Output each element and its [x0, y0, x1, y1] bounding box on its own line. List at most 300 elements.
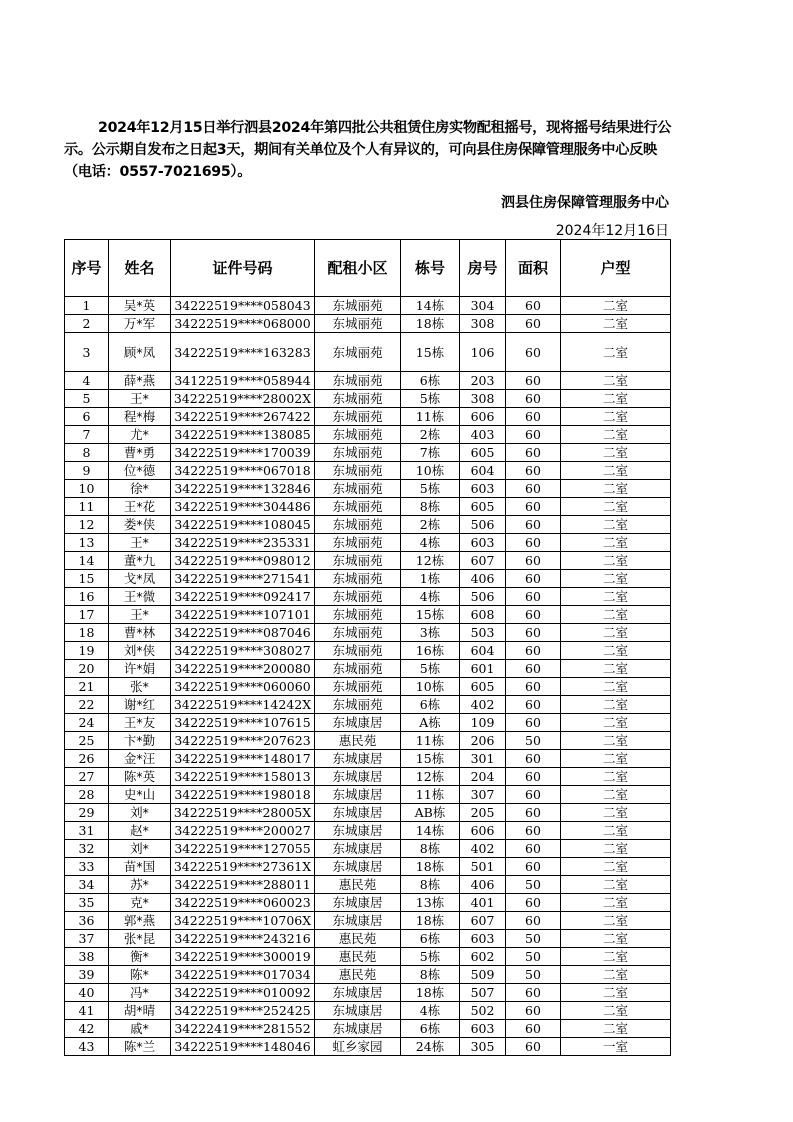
header-id-number: 证件号码: [171, 240, 315, 297]
cell-id-number: 34222519****267422: [171, 408, 315, 426]
cell-community: 东城丽苑: [315, 297, 401, 315]
header-index: 序号: [65, 240, 109, 297]
cell-building: 15栋: [401, 333, 460, 372]
cell-layout: 二室: [561, 966, 671, 984]
cell-layout: 二室: [561, 297, 671, 315]
cell-room: 605: [460, 678, 506, 696]
table-row: [65, 804, 671, 822]
cell-id-number: 34222519****127055: [171, 840, 315, 858]
cell-name: 刘*: [109, 840, 171, 858]
cell-community: 东城丽苑: [315, 660, 401, 678]
cell-id-number: 34222519****067018: [171, 462, 315, 480]
cell-area: 60: [506, 333, 561, 372]
cell-layout: 二室: [561, 552, 671, 570]
cell-layout: 二室: [561, 516, 671, 534]
cell-index: 3: [65, 333, 109, 372]
cell-area: 60: [506, 984, 561, 1002]
table-row: [65, 876, 671, 894]
cell-id-number: 34222519****200080: [171, 660, 315, 678]
cell-area: 60: [506, 678, 561, 696]
cell-index: 37: [65, 930, 109, 948]
cell-layout: 二室: [561, 804, 671, 822]
cell-id-number: 34222519****138085: [171, 426, 315, 444]
table-row: [65, 372, 671, 390]
cell-room: 304: [460, 297, 506, 315]
cell-area: 60: [506, 552, 561, 570]
cell-area: 50: [506, 930, 561, 948]
cell-name: 戈*凤: [109, 570, 171, 588]
table-row: [65, 678, 671, 696]
cell-id-number: 34222519****060060: [171, 678, 315, 696]
cell-id-number: 34222519****017034: [171, 966, 315, 984]
cell-name: 戚*: [109, 1020, 171, 1038]
cell-index: 4: [65, 372, 109, 390]
cell-area: 60: [506, 516, 561, 534]
cell-room: 308: [460, 390, 506, 408]
cell-name: 张*昆: [109, 930, 171, 948]
cell-index: 34: [65, 876, 109, 894]
cell-id-number: 34222519****108045: [171, 516, 315, 534]
cell-name: 王*: [109, 390, 171, 408]
cell-name: 卞*勤: [109, 732, 171, 750]
cell-name: 许*娟: [109, 660, 171, 678]
cell-room: 308: [460, 315, 506, 333]
cell-id-number: 34122519****058944: [171, 372, 315, 390]
cell-community: 惠民苑: [315, 966, 401, 984]
cell-layout: 二室: [561, 372, 671, 390]
cell-name: 王*花: [109, 498, 171, 516]
cell-index: 7: [65, 426, 109, 444]
cell-layout: 二室: [561, 390, 671, 408]
header-community: 配租小区: [315, 240, 401, 297]
cell-id-number: 34222519****107101: [171, 606, 315, 624]
cell-index: 39: [65, 966, 109, 984]
table-row: [65, 462, 671, 480]
cell-room: 506: [460, 516, 506, 534]
cell-index: 43: [65, 1038, 109, 1056]
cell-index: 5: [65, 390, 109, 408]
table-row: [65, 1020, 671, 1038]
cell-community: 东城康居: [315, 858, 401, 876]
cell-community: 东城丽苑: [315, 678, 401, 696]
cell-layout: 二室: [561, 498, 671, 516]
cell-id-number: 34222519****235331: [171, 534, 315, 552]
cell-building: 15栋: [401, 606, 460, 624]
cell-area: 60: [506, 624, 561, 642]
cell-community: 东城丽苑: [315, 498, 401, 516]
cell-index: 33: [65, 858, 109, 876]
cell-name: 史*山: [109, 786, 171, 804]
table-row: [65, 480, 671, 498]
cell-id-number: 34222519****068000: [171, 315, 315, 333]
table-row: [65, 930, 671, 948]
cell-id-number: 34222519****288011: [171, 876, 315, 894]
cell-name: 张*: [109, 678, 171, 696]
cell-building: 24栋: [401, 1038, 460, 1056]
table-body: [65, 297, 671, 1056]
cell-building: 13栋: [401, 894, 460, 912]
cell-building: 2栋: [401, 426, 460, 444]
cell-id-number: 34222519****308027: [171, 642, 315, 660]
cell-building: 8栋: [401, 966, 460, 984]
cell-room: 601: [460, 660, 506, 678]
cell-community: 东城丽苑: [315, 426, 401, 444]
cell-index: 9: [65, 462, 109, 480]
cell-community: 惠民苑: [315, 930, 401, 948]
cell-community: 虹乡家园: [315, 1038, 401, 1056]
cell-room: 604: [460, 642, 506, 660]
cell-room: 402: [460, 696, 506, 714]
cell-room: 307: [460, 786, 506, 804]
cell-building: 14栋: [401, 822, 460, 840]
cell-id-number: 34222419****281552: [171, 1020, 315, 1038]
cell-index: 35: [65, 894, 109, 912]
cell-building: 16栋: [401, 642, 460, 660]
cell-area: 60: [506, 858, 561, 876]
cell-room: 509: [460, 966, 506, 984]
cell-id-number: 34222519****271541: [171, 570, 315, 588]
cell-layout: 二室: [561, 786, 671, 804]
cell-building: 8栋: [401, 498, 460, 516]
cell-index: 22: [65, 696, 109, 714]
cell-building: 18栋: [401, 984, 460, 1002]
cell-area: 60: [506, 426, 561, 444]
cell-index: 11: [65, 498, 109, 516]
cell-area: 60: [506, 642, 561, 660]
cell-building: A栋: [401, 714, 460, 732]
cell-name: 董*九: [109, 552, 171, 570]
cell-building: 6栋: [401, 1020, 460, 1038]
cell-layout: 二室: [561, 315, 671, 333]
table-row: [65, 768, 671, 786]
cell-room: 205: [460, 804, 506, 822]
cell-area: 60: [506, 372, 561, 390]
cell-room: 406: [460, 570, 506, 588]
cell-layout: 二室: [561, 462, 671, 480]
cell-room: 502: [460, 1002, 506, 1020]
cell-index: 10: [65, 480, 109, 498]
cell-community: 东城丽苑: [315, 552, 401, 570]
cell-building: 5栋: [401, 480, 460, 498]
cell-id-number: 34222519****098012: [171, 552, 315, 570]
cell-layout: 二室: [561, 822, 671, 840]
cell-index: 12: [65, 516, 109, 534]
cell-index: 16: [65, 588, 109, 606]
cell-building: 11栋: [401, 786, 460, 804]
cell-building: 7栋: [401, 444, 460, 462]
cell-area: 60: [506, 894, 561, 912]
cell-area: 60: [506, 534, 561, 552]
cell-building: 6栋: [401, 930, 460, 948]
cell-building: 1栋: [401, 570, 460, 588]
cell-building: 11栋: [401, 732, 460, 750]
cell-name: 陈*英: [109, 768, 171, 786]
cell-name: 王*: [109, 534, 171, 552]
cell-id-number: 34222519****300019: [171, 948, 315, 966]
cell-building: 12栋: [401, 768, 460, 786]
cell-layout: 二室: [561, 732, 671, 750]
cell-building: 3栋: [401, 624, 460, 642]
cell-room: 603: [460, 930, 506, 948]
cell-area: 60: [506, 498, 561, 516]
header-area: 面积: [506, 240, 561, 297]
cell-area: 60: [506, 408, 561, 426]
cell-room: 402: [460, 840, 506, 858]
cell-layout: 二室: [561, 714, 671, 732]
cell-index: 15: [65, 570, 109, 588]
cell-room: 602: [460, 948, 506, 966]
cell-community: 东城康居: [315, 750, 401, 768]
cell-id-number: 34222519****148017: [171, 750, 315, 768]
cell-room: 403: [460, 426, 506, 444]
cell-layout: 二室: [561, 930, 671, 948]
cell-building: 6栋: [401, 696, 460, 714]
cell-building: 10栋: [401, 678, 460, 696]
table-row: [65, 516, 671, 534]
cell-building: 8栋: [401, 876, 460, 894]
cell-area: 60: [506, 840, 561, 858]
cell-id-number: 34222519****27361X: [171, 858, 315, 876]
cell-name: 胡*晴: [109, 1002, 171, 1020]
cell-id-number: 34222519****158013: [171, 768, 315, 786]
table-row: [65, 840, 671, 858]
cell-room: 206: [460, 732, 506, 750]
cell-id-number: 34222519****010092: [171, 984, 315, 1002]
cell-layout: 二室: [561, 444, 671, 462]
cell-community: 东城康居: [315, 912, 401, 930]
cell-area: 60: [506, 297, 561, 315]
cell-id-number: 34222519****107615: [171, 714, 315, 732]
cell-layout: 二室: [561, 1002, 671, 1020]
cell-area: 50: [506, 732, 561, 750]
table-row: [65, 444, 671, 462]
table-row: [65, 588, 671, 606]
cell-community: 东城丽苑: [315, 390, 401, 408]
cell-layout: 二室: [561, 426, 671, 444]
table-row: [65, 624, 671, 642]
cell-area: 50: [506, 876, 561, 894]
table-row: [65, 390, 671, 408]
cell-building: 10栋: [401, 462, 460, 480]
cell-community: 东城康居: [315, 1020, 401, 1038]
cell-id-number: 34222519****060023: [171, 894, 315, 912]
cell-area: 60: [506, 1020, 561, 1038]
table-row: [65, 333, 671, 372]
table-row: [65, 552, 671, 570]
cell-name: 苗*国: [109, 858, 171, 876]
cell-index: 8: [65, 444, 109, 462]
cell-room: 203: [460, 372, 506, 390]
cell-community: 东城丽苑: [315, 588, 401, 606]
cell-building: 5栋: [401, 660, 460, 678]
cell-layout: 二室: [561, 570, 671, 588]
cell-layout: 二室: [561, 642, 671, 660]
notice-paragraph: [64, 117, 676, 183]
notice-text: 2024年12月15日举行泗县2024年第四批公共租赁住房实物配租摇号，现将摇号结果进行公示。公示期自发布之日起3天，期间有关单位及个人有异议的，可向县住房保障管理服务中心反映（电话：0557-7021695）。: [64, 120, 672, 180]
cell-room: 605: [460, 444, 506, 462]
cell-layout: 二室: [561, 912, 671, 930]
header-name: 姓名: [109, 240, 171, 297]
cell-name: 克*: [109, 894, 171, 912]
cell-community: 东城丽苑: [315, 333, 401, 372]
cell-name: 万*军: [109, 315, 171, 333]
cell-community: 东城康居: [315, 840, 401, 858]
cell-community: 东城康居: [315, 894, 401, 912]
header-room: 房号: [460, 240, 506, 297]
table-row: [65, 1038, 671, 1056]
cell-building: 18栋: [401, 912, 460, 930]
cell-building: 8栋: [401, 840, 460, 858]
cell-index: 17: [65, 606, 109, 624]
cell-area: 60: [506, 606, 561, 624]
cell-community: 东城丽苑: [315, 570, 401, 588]
cell-layout: 二室: [561, 768, 671, 786]
cell-room: 605: [460, 498, 506, 516]
cell-index: 6: [65, 408, 109, 426]
cell-room: 503: [460, 624, 506, 642]
cell-name: 位*德: [109, 462, 171, 480]
cell-room: 501: [460, 858, 506, 876]
cell-name: 尤*: [109, 426, 171, 444]
cell-building: AB栋: [401, 804, 460, 822]
cell-layout: 二室: [561, 534, 671, 552]
table-row: [65, 570, 671, 588]
cell-layout: 二室: [561, 588, 671, 606]
cell-community: 东城丽苑: [315, 516, 401, 534]
cell-community: 惠民苑: [315, 876, 401, 894]
cell-layout: 二室: [561, 1020, 671, 1038]
cell-index: 36: [65, 912, 109, 930]
cell-id-number: 34222519****14242X: [171, 696, 315, 714]
table-row: [65, 297, 671, 315]
cell-index: 31: [65, 822, 109, 840]
cell-room: 603: [460, 534, 506, 552]
cell-room: 606: [460, 822, 506, 840]
cell-room: 109: [460, 714, 506, 732]
cell-area: 60: [506, 660, 561, 678]
cell-community: 东城丽苑: [315, 534, 401, 552]
cell-area: 60: [506, 696, 561, 714]
cell-index: 38: [65, 948, 109, 966]
cell-name: 陈*: [109, 966, 171, 984]
cell-building: 4栋: [401, 588, 460, 606]
cell-area: 60: [506, 444, 561, 462]
cell-name: 陈*兰: [109, 1038, 171, 1056]
cell-area: 60: [506, 390, 561, 408]
cell-building: 2栋: [401, 516, 460, 534]
cell-name: 王*友: [109, 714, 171, 732]
table-row: [65, 696, 671, 714]
cell-layout: 二室: [561, 948, 671, 966]
cell-community: 东城丽苑: [315, 696, 401, 714]
cell-area: 60: [506, 1038, 561, 1056]
cell-community: 东城康居: [315, 804, 401, 822]
cell-layout: 二室: [561, 408, 671, 426]
cell-name: 谢*红: [109, 696, 171, 714]
table-row: [65, 912, 671, 930]
cell-index: 19: [65, 642, 109, 660]
table-row: [65, 534, 671, 552]
cell-index: 25: [65, 732, 109, 750]
cell-room: 606: [460, 408, 506, 426]
cell-building: 5栋: [401, 390, 460, 408]
cell-layout: 二室: [561, 750, 671, 768]
cell-id-number: 34222519****170039: [171, 444, 315, 462]
cell-building: 4栋: [401, 534, 460, 552]
cell-community: 东城康居: [315, 768, 401, 786]
table-row: [65, 858, 671, 876]
cell-building: 14栋: [401, 297, 460, 315]
cell-index: 41: [65, 1002, 109, 1020]
cell-community: 东城康居: [315, 714, 401, 732]
cell-room: 401: [460, 894, 506, 912]
cell-room: 301: [460, 750, 506, 768]
cell-community: 东城丽苑: [315, 642, 401, 660]
cell-community: 东城丽苑: [315, 408, 401, 426]
cell-community: 东城康居: [315, 822, 401, 840]
cell-building: 5栋: [401, 948, 460, 966]
cell-id-number: 34222519****200027: [171, 822, 315, 840]
cell-community: 东城丽苑: [315, 624, 401, 642]
cell-area: 50: [506, 966, 561, 984]
table-row: [65, 984, 671, 1002]
cell-area: 60: [506, 786, 561, 804]
cell-community: 惠民苑: [315, 732, 401, 750]
cell-index: 42: [65, 1020, 109, 1038]
cell-name: 冯*: [109, 984, 171, 1002]
cell-community: 东城康居: [315, 1002, 401, 1020]
cell-name: 吴*英: [109, 297, 171, 315]
cell-room: 607: [460, 552, 506, 570]
table-row: [65, 1002, 671, 1020]
cell-building: 15栋: [401, 750, 460, 768]
cell-community: 东城康居: [315, 786, 401, 804]
cell-room: 608: [460, 606, 506, 624]
cell-id-number: 34222519****28005X: [171, 804, 315, 822]
cell-area: 60: [506, 750, 561, 768]
cell-building: 18栋: [401, 315, 460, 333]
cell-room: 507: [460, 984, 506, 1002]
cell-area: 60: [506, 1002, 561, 1020]
cell-id-number: 34222519****10706X: [171, 912, 315, 930]
cell-room: 406: [460, 876, 506, 894]
table-row: [65, 822, 671, 840]
cell-building: 11栋: [401, 408, 460, 426]
cell-community: 惠民苑: [315, 948, 401, 966]
header-building: 栋号: [401, 240, 460, 297]
cell-layout: 二室: [561, 624, 671, 642]
cell-layout: 一室: [561, 1038, 671, 1056]
cell-area: 60: [506, 570, 561, 588]
cell-community: 东城丽苑: [315, 606, 401, 624]
cell-layout: 二室: [561, 696, 671, 714]
table-row: [65, 966, 671, 984]
cell-name: 徐*: [109, 480, 171, 498]
table-row: [65, 750, 671, 768]
table-row: [65, 948, 671, 966]
cell-area: 60: [506, 822, 561, 840]
cell-building: 6栋: [401, 372, 460, 390]
issuing-organization: 泗县住房保障管理服务中心: [501, 195, 669, 211]
cell-community: 东城康居: [315, 984, 401, 1002]
cell-id-number: 34222519****207623: [171, 732, 315, 750]
cell-community: 东城丽苑: [315, 444, 401, 462]
notice-date: 2024年12月16日: [555, 223, 669, 239]
cell-layout: 二室: [561, 606, 671, 624]
cell-area: 60: [506, 912, 561, 930]
cell-id-number: 34222519****087046: [171, 624, 315, 642]
cell-room: 603: [460, 1020, 506, 1038]
